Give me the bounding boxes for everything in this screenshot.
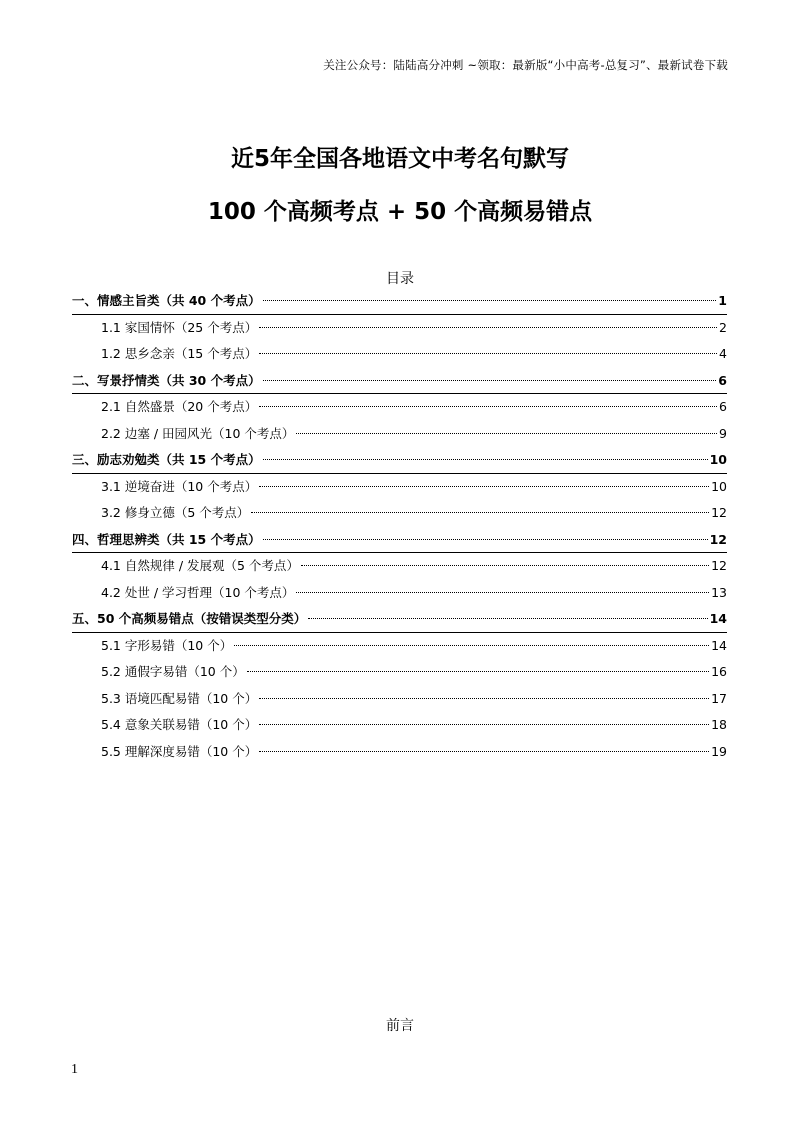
toc-entry-page: 10: [711, 478, 727, 494]
toc-section-entry[interactable]: [72, 447, 727, 474]
toc-section-entry[interactable]: [72, 606, 727, 633]
header-note: 关注公众号：陆陆高分冲刺 ~领取：最新版“小中高考-总复习”、最新试卷下载: [323, 58, 728, 72]
toc-section-entry[interactable]: [72, 288, 727, 315]
toc-subsection-entry[interactable]: [72, 553, 727, 580]
toc-entry-label: 1.1 家国情怀（25 个考点）: [101, 319, 258, 335]
toc-entry-page: 6: [718, 372, 727, 388]
toc-entry-page: 9: [719, 425, 727, 441]
toc-dot-leader: [259, 698, 709, 699]
toc-entry-label: 4.1 自然规律 / 发展观（5 个考点）: [101, 558, 299, 573]
toc-entry-page: 12: [711, 558, 727, 573]
toc-entry-page: 12: [711, 505, 727, 520]
toc-entry-label: 3.1 逆境奋进（10 个考点）: [101, 478, 258, 494]
toc-dot-leader: [263, 459, 708, 460]
toc-entry-label: 二、写景抒情类（共 30 个考点）: [72, 372, 261, 388]
page-number: 1: [71, 1062, 78, 1077]
toc-dot-leader: [259, 406, 717, 407]
toc-entry-page: 12: [709, 531, 727, 547]
toc-subsection-entry[interactable]: [72, 500, 727, 527]
toc-entry-page: 18: [711, 717, 727, 732]
toc-subsection-entry[interactable]: [72, 659, 727, 686]
toc-dot-leader: [259, 751, 709, 752]
toc-entry-label: 五、50 个高频易错点（按错误类型分类）: [72, 611, 307, 626]
table-of-contents: [72, 288, 727, 765]
toc-entry-page: 19: [711, 743, 727, 759]
toc-entry-label: 5.1 字形易错（10 个）: [101, 637, 233, 653]
toc-heading: 目录: [386, 271, 414, 287]
toc-entry-label: 5.3 语境匹配易错（10 个）: [101, 690, 258, 706]
toc-entry-label: 2.2 边塞 / 田园风光（10 个考点）: [101, 425, 295, 441]
toc-subsection-entry[interactable]: [72, 739, 727, 766]
toc-entry-page: 2: [719, 319, 727, 335]
toc-subsection-entry[interactable]: [72, 341, 727, 368]
toc-entry-page: 10: [709, 452, 727, 467]
toc-entry-label: 一、情感主旨类（共 40 个考点）: [72, 293, 261, 308]
toc-entry-label: 5.5 理解深度易错（10 个）: [101, 743, 258, 759]
toc-entry-page: 1: [718, 293, 727, 308]
toc-dot-leader: [251, 512, 709, 513]
toc-dot-leader: [259, 486, 709, 487]
toc-entry-page: 4: [719, 346, 727, 361]
toc-dot-leader: [247, 671, 709, 672]
toc-subsection-entry[interactable]: [72, 712, 727, 739]
toc-entry-page: 14: [711, 637, 727, 653]
toc-entry-label: 四、哲理思辨类（共 15 个考点）: [72, 531, 261, 547]
document-title: 近5年全国各地语文中考名句默写: [230, 146, 569, 172]
toc-dot-leader: [301, 565, 709, 566]
toc-dot-leader: [259, 724, 709, 725]
toc-dot-leader: [259, 353, 717, 354]
toc-subsection-entry[interactable]: [72, 394, 727, 421]
toc-entry-label: 5.2 通假字易错（10 个）: [101, 664, 245, 679]
toc-dot-leader: [296, 433, 717, 434]
toc-dot-leader: [263, 539, 708, 540]
foreword-heading: 前言: [386, 1018, 414, 1034]
toc-entry-page: 16: [711, 664, 727, 679]
toc-entry-label: 3.2 修身立德（5 个考点）: [101, 505, 250, 520]
toc-entry-label: 5.4 意象关联易错（10 个）: [101, 717, 258, 732]
toc-entry-label: 4.2 处世 / 学习哲理（10 个考点）: [101, 584, 295, 600]
toc-dot-leader: [308, 618, 707, 619]
toc-dot-leader: [259, 327, 717, 328]
toc-entry-page: 17: [711, 690, 727, 706]
toc-section-entry[interactable]: [72, 527, 727, 554]
toc-subsection-entry[interactable]: [72, 686, 727, 713]
toc-section-entry[interactable]: [72, 368, 727, 395]
toc-subsection-entry[interactable]: [72, 421, 727, 448]
toc-entry-page: 14: [709, 611, 727, 626]
toc-entry-label: 1.2 思乡念亲（15 个考点）: [101, 346, 258, 361]
document-subtitle: 100 个高频考点 + 50 个高频易错点: [207, 199, 593, 225]
toc-dot-leader: [263, 300, 717, 301]
toc-entry-page: 6: [719, 399, 727, 414]
toc-dot-leader: [234, 645, 709, 646]
toc-entry-page: 13: [711, 584, 727, 600]
toc-subsection-entry[interactable]: [72, 315, 727, 342]
toc-entry-label: 2.1 自然盛景（20 个考点）: [101, 399, 258, 414]
toc-dot-leader: [263, 380, 717, 381]
toc-entry-label: 三、励志劝勉类（共 15 个考点）: [72, 452, 261, 467]
toc-subsection-entry[interactable]: [72, 474, 727, 501]
toc-dot-leader: [296, 592, 709, 593]
toc-subsection-entry[interactable]: [72, 580, 727, 607]
toc-subsection-entry[interactable]: [72, 633, 727, 660]
